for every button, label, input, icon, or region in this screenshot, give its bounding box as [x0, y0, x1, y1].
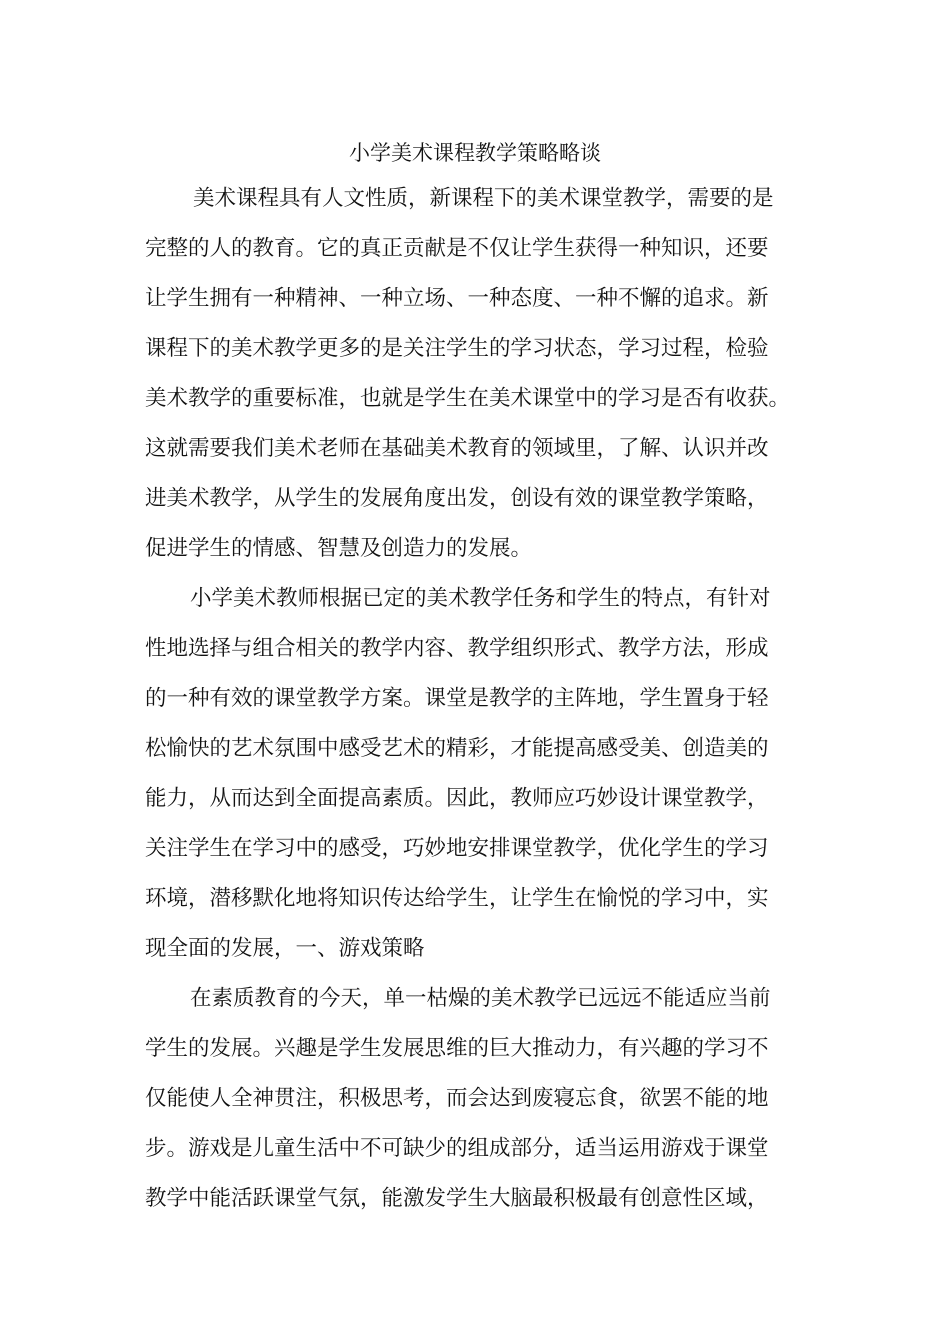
paragraph-2-line-6: 关注学生在学习中的感受，巧妙地安排课堂教学，优化学生的学习 — [145, 836, 769, 861]
paragraph-1-line-7: 进美术教学，从学生的发展角度出发，创设有效的课堂教学策略， — [145, 486, 769, 511]
paragraph-1-line-5: 美术教学的重要标准，也就是学生在美术课堂中的学习是否有收获。 — [145, 386, 791, 411]
paragraph-2-line-7: 环境，潜移默化地将知识传达给学生，让学生在愉悦的学习中，实 — [145, 886, 769, 911]
paragraph-3-line-5: 教学中能活跃课堂气氛，能激发学生大脑最积极最有创意性区域， — [145, 1186, 769, 1211]
document-title: 小学美术课程教学策略略谈 — [349, 141, 601, 165]
paragraph-3-line-2: 学生的发展。兴趣是学生发展思维的巨大推动力，有兴趣的学习不 — [145, 1036, 769, 1061]
paragraph-3-line-4: 步。游戏是儿童生活中不可缺少的组成部分，适当运用游戏于课堂 — [145, 1136, 769, 1161]
paragraph-2-line-3: 的一种有效的课堂教学方案。课堂是教学的主阵地，学生置身于轻 — [145, 686, 769, 711]
paragraph-3-line-3: 仅能使人全神贯注，积极思考，而会达到废寝忘食，欲罢不能的地 — [145, 1086, 769, 1111]
paragraph-2-line-8: 现全面的发展，一、游戏策略 — [145, 936, 425, 961]
paragraph-2-line-4: 松愉快的艺术氛围中感受艺术的精彩，才能提高感受美、创造美的 — [145, 736, 769, 761]
paragraph-1-line-2: 完整的人的教育。它的真正贡献是不仅让学生获得一种知识，还要 — [145, 236, 769, 261]
paragraph-1-line-3: 让学生拥有一种精神、一种立场、一种态度、一种不懈的追求。新 — [145, 286, 769, 311]
paragraph-1-line-4: 课程下的美术教学更多的是关注学生的学习状态，学习过程，检验 — [145, 336, 769, 361]
paragraph-1-line-8: 促进学生的情感、智慧及创造力的发展。 — [145, 536, 533, 561]
paragraph-1-line-6: 这就需要我们美术老师在基础美术教育的领域里，了解、认识并改 — [145, 436, 769, 461]
paragraph-1-line-1: 美术课程具有人文性质，新课程下的美术课堂教学，需要的是 — [193, 186, 774, 211]
paragraph-3-line-1: 在素质教育的今天，单一枯燥的美术教学已远远不能适应当前 — [190, 986, 771, 1011]
paragraph-2-line-1: 小学美术教师根据已定的美术教学任务和学生的特点，有针对 — [190, 586, 771, 611]
paragraph-2-line-5: 能力，从而达到全面提高素质。因此，教师应巧妙设计课堂教学， — [145, 786, 769, 811]
paragraph-2-line-2: 性地选择与组合相关的教学内容、教学组织形式、教学方法，形成 — [145, 636, 769, 661]
